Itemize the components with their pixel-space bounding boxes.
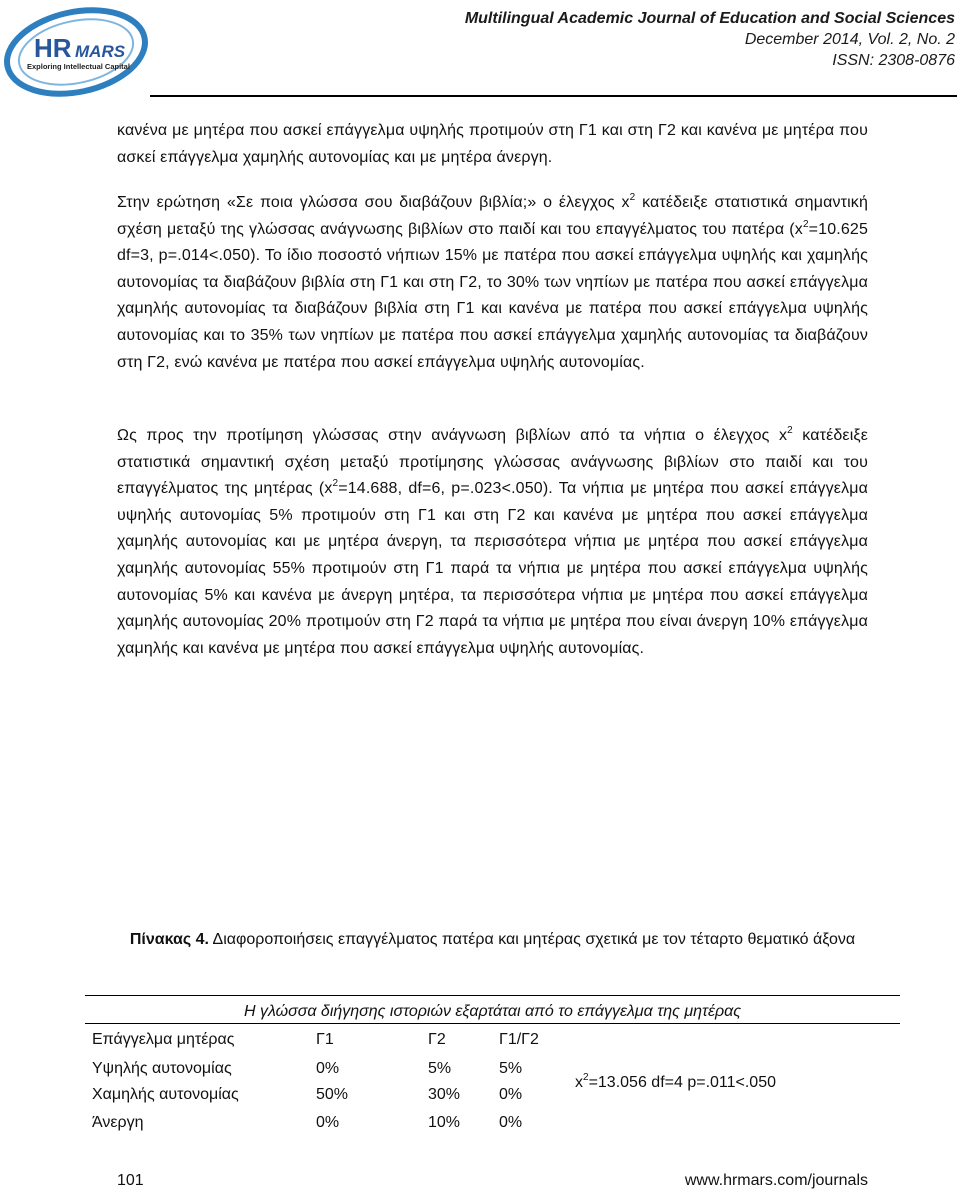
svg-text:Exploring Intellectual Capital: Exploring Intellectual Capital xyxy=(27,62,130,71)
header-divider xyxy=(150,95,957,97)
hrmars-logo xyxy=(4,6,154,98)
journal-header xyxy=(465,8,955,71)
table-title-rule xyxy=(85,1023,900,1024)
table-caption-label: Πίνακας 4. xyxy=(129,931,209,948)
page-number: 101 xyxy=(117,1172,144,1189)
paragraph-1: κανένα με μητέρα που ασκεί επάγγελμα υψηλής προτιμούν στη Γ1 και στη Γ2 και κανένα με μητέρα που ασκεί επάγγελμα χαμηλής αυτονομίας και με μητέρα άνεργη. xyxy=(117,122,868,166)
svg-text:HR: HR xyxy=(34,33,72,63)
table-header-row: Επάγγελμα μητέρας Γ1 Γ2 Γ1/Γ2 xyxy=(92,1031,539,1048)
svg-text:MARS: MARS xyxy=(75,42,126,61)
paragraph-3: Ως προς την προτίμηση γλώσσας στην ανάγνωση βιβλίων από τα νήπια ο έλεγχος $x^2$ κατέδειξε στατιστικά σημαντική σχέση μεταξύ προτίμησης γλώσσας ανάγνωσης βιβλίων στο παιδί και του επαγγέλματος της μητέρας ($x^2=14.688$, df=6, p=.023<.050). Τα νήπια με μητέρα που ασκεί επάγγελμα υψηλής αυτονομίας 5% προτιμούν στη Γ1 και στη Γ2 και κανένα με μητέρα που ασκεί επάγγελμα χαμηλής αυτονομίας και με μητέρα άνεργη, τα περισσότερα νήπια με μητέρα που ασκεί επάγγελμα χαμηλής αυτονομίας 55% προτιμούν στη Γ1 παρά τα νήπια με μητέρα που ασκεί επάγγελμα υψηλής αυτονομίας 5% και κανένα με άνεργη μητέρα, τα περισσότερα νήπια με μητέρα που ασκεί επάγγελμα χαμηλής αυτονομίας 20% προτιμούν στη Γ2 παρά τα νήπια με μητέρα που είναι άνεργη 10% επάγγελμα χαμηλής και κανένα με μητέρα που ασκεί επάγγελμα υψηλής αυτονομίας. xyxy=(117,425,868,657)
table-row: Άνεργη 0% 10% 0% xyxy=(92,1114,523,1131)
table-title: Η γλώσσα διήγησης ιστοριών εξαρτάται από το επάγγελμα της μητέρας xyxy=(243,1003,742,1020)
journal-url: www.hrmars.com/journals xyxy=(684,1172,868,1189)
journal-issn: ISSN: 2308-0876 xyxy=(832,52,955,69)
journal-title: Multilingual Academic Journal of Education and Social Sciences xyxy=(464,10,955,27)
table-caption: Πίνακας 4. Διαφοροποιήσεις επαγγέλματος πατέρα και μητέρας σχετικά με τον τέταρτο θεματικό άξονα xyxy=(129,931,856,948)
journal-issue: December 2014, Vol. 2, No. 2 xyxy=(744,31,955,48)
chi-square-statistic: $x^2=13.056$ df=4 p=.011<.050 xyxy=(575,1072,776,1091)
table-4 xyxy=(85,995,900,1136)
table-row: Υψηλής αυτονομίας 0% 5% 5% xyxy=(92,1060,523,1077)
table-row: Χαμηλής αυτονομίας 50% 30% 0% xyxy=(92,1086,523,1103)
paragraph-2: Στην ερώτηση «Σε ποια γλώσσα σου διαβάζουν βιβλία;» ο έλεγχος $x^2$ κατέδειξε στατιστικά σημαντική σχέση μεταξύ της γλώσσας ανάγνωσης βιβλίων στο παιδί και του επαγγέλματος του πατέρα ($x^2=10.625$ df=3, p=.014<.050). Το ίδιο ποσοστό νήπιων 15% με πατέρα που ασκεί επάγγελμα υψηλής και χαμηλής αυτονομίας τα διαβάζουν βιβλία στη Γ1 και στη Γ2, το 30% των νηπίων με πατέρα που ασκεί επάγγελμα χαμηλής αυτονομίας τα διαβάζουν βιβλία στη Γ1 και κανένα με πατέρα που ασκεί επάγγελμα υψηλής αυτονομίας και το 35% των νηπίων με πατέρα που ασκεί επάγγελμα χαμηλής αυτονομίας τα διαβάζουν στη Γ2, ενώ κανένα με πατέρα που ασκεί επάγγελμα υψηλής αυτονομίας. xyxy=(117,192,868,371)
